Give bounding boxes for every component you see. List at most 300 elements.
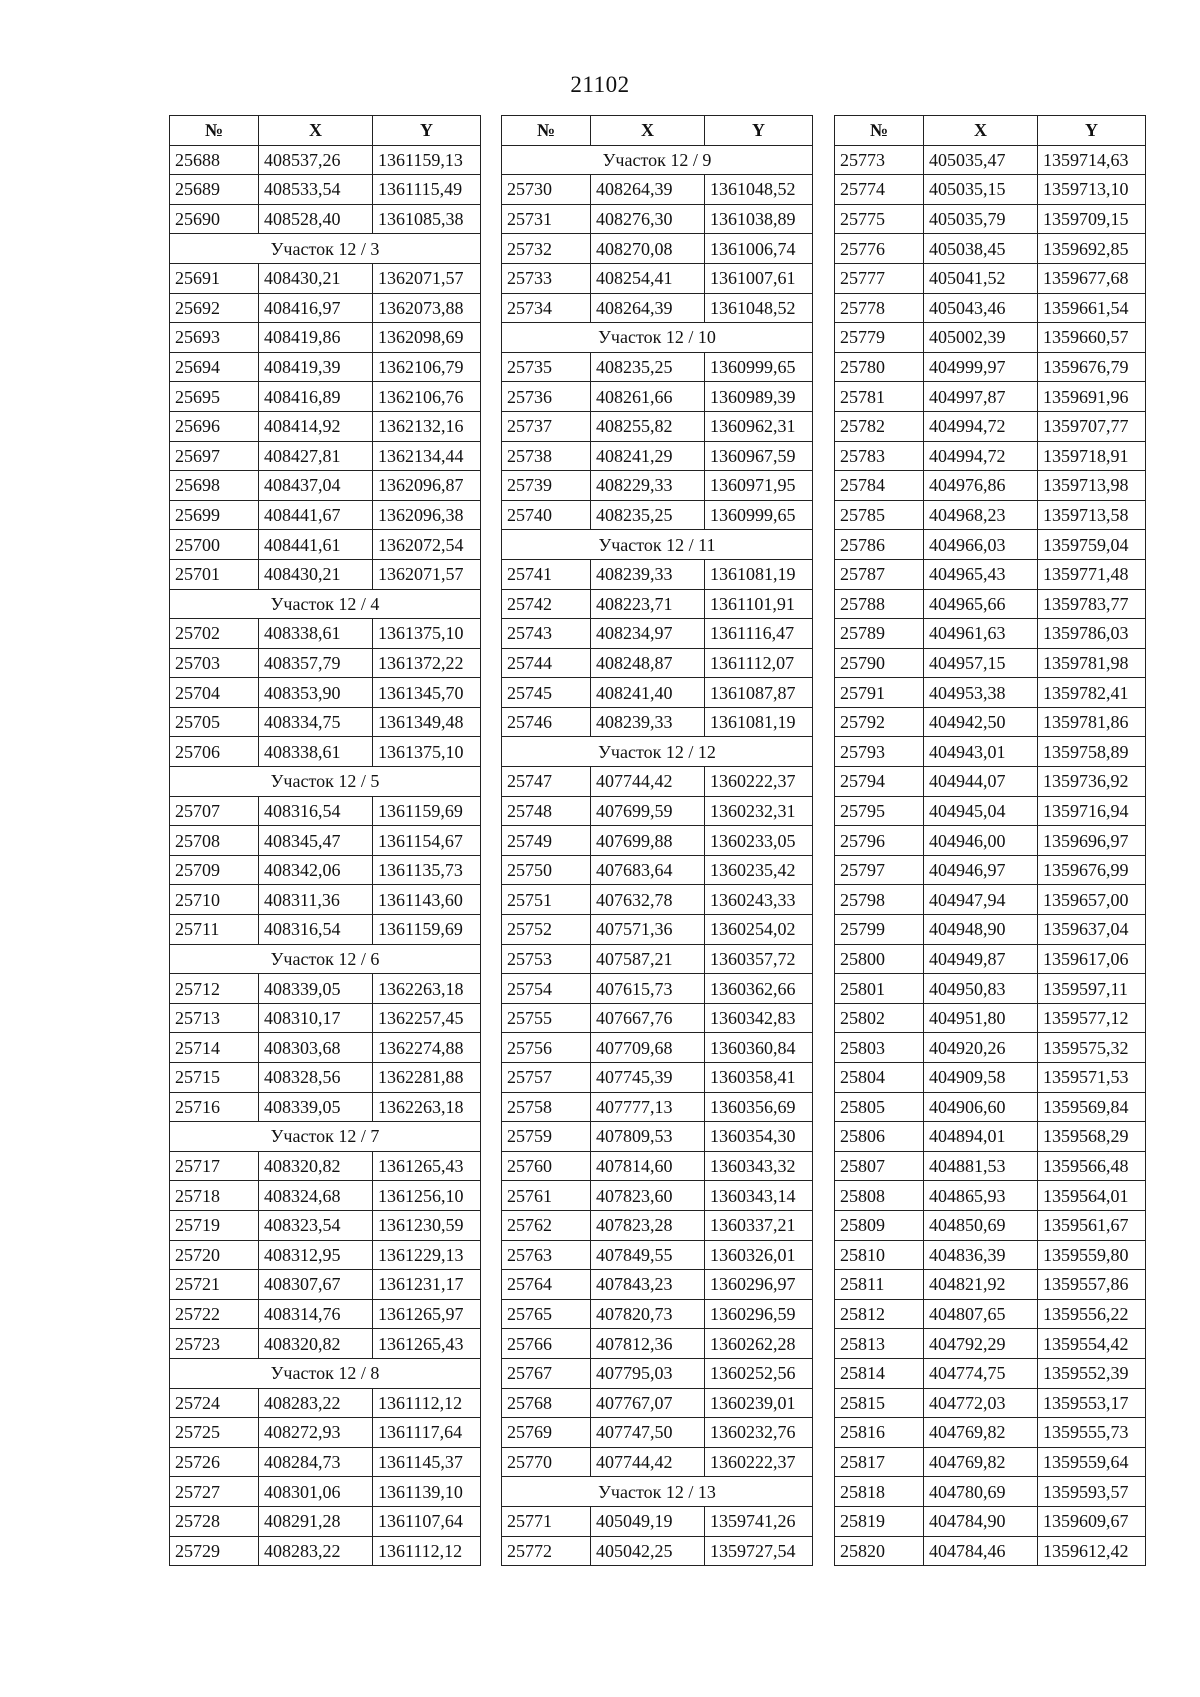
table-row bbox=[170, 1329, 481, 1359]
point-number: 25736 bbox=[502, 382, 591, 412]
x-coordinate: 407615,73 bbox=[591, 974, 705, 1004]
y-coordinate: 1360342,83 bbox=[705, 1003, 813, 1033]
point-number: 25818 bbox=[835, 1477, 924, 1507]
x-coordinate: 408414,92 bbox=[259, 411, 373, 441]
point-number: 25778 bbox=[835, 293, 924, 323]
table-row bbox=[835, 559, 1146, 589]
section-title: Участок 12 / 11 bbox=[502, 530, 813, 560]
y-coordinate: 1360326,01 bbox=[705, 1240, 813, 1270]
x-coordinate: 408234,97 bbox=[591, 619, 705, 649]
point-number: 25801 bbox=[835, 974, 924, 1004]
table-row bbox=[170, 293, 481, 323]
y-coordinate: 1362071,57 bbox=[373, 263, 481, 293]
table-row bbox=[502, 1536, 813, 1566]
table-row bbox=[502, 175, 813, 205]
table-row bbox=[170, 974, 481, 1004]
point-number: 25787 bbox=[835, 559, 924, 589]
y-coordinate: 1362274,88 bbox=[373, 1033, 481, 1063]
x-coordinate: 404947,94 bbox=[924, 885, 1038, 915]
header-y: Y bbox=[373, 116, 481, 146]
section-title: Участок 12 / 5 bbox=[170, 767, 481, 797]
y-coordinate: 1359557,86 bbox=[1038, 1270, 1146, 1300]
table-row bbox=[170, 796, 481, 826]
x-coordinate: 404944,07 bbox=[924, 767, 1038, 797]
point-number: 25710 bbox=[170, 885, 259, 915]
x-coordinate: 408353,90 bbox=[259, 678, 373, 708]
y-coordinate: 1359771,48 bbox=[1038, 559, 1146, 589]
point-number: 25779 bbox=[835, 323, 924, 353]
table-row bbox=[502, 1418, 813, 1448]
y-coordinate: 1362096,87 bbox=[373, 471, 481, 501]
table-row bbox=[835, 1358, 1146, 1388]
point-number: 25808 bbox=[835, 1181, 924, 1211]
y-coordinate: 1360233,05 bbox=[705, 826, 813, 856]
x-coordinate: 407843,23 bbox=[591, 1270, 705, 1300]
section-row bbox=[502, 323, 813, 353]
x-coordinate: 408427,81 bbox=[259, 441, 373, 471]
y-coordinate: 1361081,19 bbox=[705, 707, 813, 737]
y-coordinate: 1362106,76 bbox=[373, 382, 481, 412]
point-number: 25721 bbox=[170, 1270, 259, 1300]
table-row bbox=[170, 678, 481, 708]
point-number: 25820 bbox=[835, 1536, 924, 1566]
x-coordinate: 404943,01 bbox=[924, 737, 1038, 767]
x-coordinate: 408307,67 bbox=[259, 1270, 373, 1300]
y-coordinate: 1359552,39 bbox=[1038, 1358, 1146, 1388]
y-coordinate: 1359571,53 bbox=[1038, 1063, 1146, 1093]
x-coordinate: 408310,17 bbox=[259, 1003, 373, 1033]
point-number: 25770 bbox=[502, 1447, 591, 1477]
point-number: 25733 bbox=[502, 263, 591, 293]
y-coordinate: 1359660,57 bbox=[1038, 323, 1146, 353]
section-title: Участок 12 / 9 bbox=[502, 145, 813, 175]
point-number: 25793 bbox=[835, 737, 924, 767]
point-number: 25781 bbox=[835, 382, 924, 412]
point-number: 25791 bbox=[835, 678, 924, 708]
point-number: 25767 bbox=[502, 1358, 591, 1388]
x-coordinate: 404772,03 bbox=[924, 1388, 1038, 1418]
y-coordinate: 1361007,61 bbox=[705, 263, 813, 293]
section-title: Участок 12 / 6 bbox=[170, 944, 481, 974]
table-row bbox=[170, 175, 481, 205]
x-coordinate: 407699,59 bbox=[591, 796, 705, 826]
y-coordinate: 1359637,04 bbox=[1038, 915, 1146, 945]
point-number: 25698 bbox=[170, 471, 259, 501]
x-coordinate: 404951,80 bbox=[924, 1003, 1038, 1033]
point-number: 25782 bbox=[835, 411, 924, 441]
x-coordinate: 404769,82 bbox=[924, 1418, 1038, 1448]
point-number: 25715 bbox=[170, 1063, 259, 1093]
y-coordinate: 1361372,22 bbox=[373, 648, 481, 678]
y-coordinate: 1359691,96 bbox=[1038, 382, 1146, 412]
y-coordinate: 1359561,67 bbox=[1038, 1210, 1146, 1240]
x-coordinate: 407683,64 bbox=[591, 855, 705, 885]
x-coordinate: 404957,15 bbox=[924, 648, 1038, 678]
point-number: 25704 bbox=[170, 678, 259, 708]
table-row bbox=[502, 1003, 813, 1033]
x-coordinate: 407745,39 bbox=[591, 1063, 705, 1093]
point-number: 25719 bbox=[170, 1210, 259, 1240]
y-coordinate: 1361265,97 bbox=[373, 1299, 481, 1329]
y-coordinate: 1359759,04 bbox=[1038, 530, 1146, 560]
table-row bbox=[835, 441, 1146, 471]
y-coordinate: 1359577,12 bbox=[1038, 1003, 1146, 1033]
x-coordinate: 408284,73 bbox=[259, 1447, 373, 1477]
table-row bbox=[502, 382, 813, 412]
table-row bbox=[835, 293, 1146, 323]
table-row bbox=[170, 1240, 481, 1270]
y-coordinate: 1361145,37 bbox=[373, 1447, 481, 1477]
table-row bbox=[502, 1063, 813, 1093]
y-coordinate: 1359713,98 bbox=[1038, 471, 1146, 501]
point-number: 25699 bbox=[170, 500, 259, 530]
table-row bbox=[835, 1122, 1146, 1152]
point-number: 25696 bbox=[170, 411, 259, 441]
table-row bbox=[502, 826, 813, 856]
x-coordinate: 404966,03 bbox=[924, 530, 1038, 560]
x-coordinate: 408339,05 bbox=[259, 974, 373, 1004]
point-number: 25749 bbox=[502, 826, 591, 856]
x-coordinate: 408248,87 bbox=[591, 648, 705, 678]
y-coordinate: 1360343,32 bbox=[705, 1151, 813, 1181]
point-number: 25795 bbox=[835, 796, 924, 826]
x-coordinate: 404953,38 bbox=[924, 678, 1038, 708]
point-number: 25757 bbox=[502, 1063, 591, 1093]
table-row bbox=[170, 648, 481, 678]
y-coordinate: 1360296,59 bbox=[705, 1299, 813, 1329]
point-number: 25811 bbox=[835, 1270, 924, 1300]
x-coordinate: 408419,39 bbox=[259, 352, 373, 382]
point-number: 25810 bbox=[835, 1240, 924, 1270]
point-number: 25803 bbox=[835, 1033, 924, 1063]
x-coordinate: 408323,54 bbox=[259, 1210, 373, 1240]
table-row bbox=[835, 1003, 1146, 1033]
point-number: 25797 bbox=[835, 855, 924, 885]
y-coordinate: 1361101,91 bbox=[705, 589, 813, 619]
y-coordinate: 1361154,67 bbox=[373, 826, 481, 856]
y-coordinate: 1359566,48 bbox=[1038, 1151, 1146, 1181]
table-row bbox=[170, 855, 481, 885]
x-coordinate: 408241,40 bbox=[591, 678, 705, 708]
table-row bbox=[502, 855, 813, 885]
table-row bbox=[835, 707, 1146, 737]
y-coordinate: 1361112,12 bbox=[373, 1388, 481, 1418]
table-row bbox=[835, 678, 1146, 708]
point-number: 25755 bbox=[502, 1003, 591, 1033]
table-row bbox=[502, 1447, 813, 1477]
point-number: 25753 bbox=[502, 944, 591, 974]
x-coordinate: 408283,22 bbox=[259, 1388, 373, 1418]
table-row bbox=[502, 1151, 813, 1181]
x-coordinate: 404774,75 bbox=[924, 1358, 1038, 1388]
point-number: 25772 bbox=[502, 1536, 591, 1566]
x-coordinate: 408334,75 bbox=[259, 707, 373, 737]
section-title: Участок 12 / 10 bbox=[502, 323, 813, 353]
table-row bbox=[835, 767, 1146, 797]
point-number: 25752 bbox=[502, 915, 591, 945]
y-coordinate: 1361159,69 bbox=[373, 915, 481, 945]
table-row bbox=[835, 175, 1146, 205]
point-number: 25786 bbox=[835, 530, 924, 560]
point-number: 25723 bbox=[170, 1329, 259, 1359]
point-number: 25700 bbox=[170, 530, 259, 560]
table-row bbox=[835, 352, 1146, 382]
point-number: 25713 bbox=[170, 1003, 259, 1033]
y-coordinate: 1362257,45 bbox=[373, 1003, 481, 1033]
x-coordinate: 407571,36 bbox=[591, 915, 705, 945]
point-number: 25688 bbox=[170, 145, 259, 175]
y-coordinate: 1360232,31 bbox=[705, 796, 813, 826]
table-row bbox=[170, 1447, 481, 1477]
y-coordinate: 1361265,43 bbox=[373, 1151, 481, 1181]
point-number: 25758 bbox=[502, 1092, 591, 1122]
point-number: 25738 bbox=[502, 441, 591, 471]
x-coordinate: 407849,55 bbox=[591, 1240, 705, 1270]
section-title: Участок 12 / 4 bbox=[170, 589, 481, 619]
table-row bbox=[835, 1536, 1146, 1566]
x-coordinate: 408320,82 bbox=[259, 1151, 373, 1181]
section-row bbox=[170, 589, 481, 619]
point-number: 25690 bbox=[170, 204, 259, 234]
table-row bbox=[835, 1299, 1146, 1329]
point-number: 25799 bbox=[835, 915, 924, 945]
x-coordinate: 404976,86 bbox=[924, 471, 1038, 501]
y-coordinate: 1359758,89 bbox=[1038, 737, 1146, 767]
x-coordinate: 405043,46 bbox=[924, 293, 1038, 323]
point-number: 25726 bbox=[170, 1447, 259, 1477]
point-number: 25788 bbox=[835, 589, 924, 619]
header-y: Y bbox=[1038, 116, 1146, 146]
page-number: 21102 bbox=[570, 72, 630, 97]
point-number: 25769 bbox=[502, 1418, 591, 1448]
x-coordinate: 408223,71 bbox=[591, 589, 705, 619]
section-title: Участок 12 / 7 bbox=[170, 1122, 481, 1152]
table-row bbox=[502, 263, 813, 293]
table-row bbox=[502, 1181, 813, 1211]
table-row bbox=[502, 796, 813, 826]
point-number: 25774 bbox=[835, 175, 924, 205]
table-row bbox=[502, 1092, 813, 1122]
y-coordinate: 1359716,94 bbox=[1038, 796, 1146, 826]
x-coordinate: 404948,90 bbox=[924, 915, 1038, 945]
table-row bbox=[502, 471, 813, 501]
y-coordinate: 1359559,64 bbox=[1038, 1447, 1146, 1477]
table-row bbox=[502, 707, 813, 737]
y-coordinate: 1360357,72 bbox=[705, 944, 813, 974]
x-coordinate: 408235,25 bbox=[591, 352, 705, 382]
y-coordinate: 1360358,41 bbox=[705, 1063, 813, 1093]
x-coordinate: 408430,21 bbox=[259, 559, 373, 589]
table-row bbox=[170, 1536, 481, 1566]
x-coordinate: 404821,92 bbox=[924, 1270, 1038, 1300]
table-row bbox=[835, 1181, 1146, 1211]
table-row bbox=[502, 974, 813, 1004]
point-number: 25805 bbox=[835, 1092, 924, 1122]
point-number: 25754 bbox=[502, 974, 591, 1004]
point-number: 25744 bbox=[502, 648, 591, 678]
point-number: 25737 bbox=[502, 411, 591, 441]
point-number: 25705 bbox=[170, 707, 259, 737]
x-coordinate: 407809,53 bbox=[591, 1122, 705, 1152]
y-coordinate: 1359707,77 bbox=[1038, 411, 1146, 441]
point-number: 25731 bbox=[502, 204, 591, 234]
y-coordinate: 1361115,49 bbox=[373, 175, 481, 205]
point-number: 25759 bbox=[502, 1122, 591, 1152]
x-coordinate: 408316,54 bbox=[259, 915, 373, 945]
table-row bbox=[502, 293, 813, 323]
point-number: 25703 bbox=[170, 648, 259, 678]
y-coordinate: 1360356,69 bbox=[705, 1092, 813, 1122]
table-row bbox=[170, 1003, 481, 1033]
table-row bbox=[502, 589, 813, 619]
table-row bbox=[502, 885, 813, 915]
point-number: 25701 bbox=[170, 559, 259, 589]
y-coordinate: 1360989,39 bbox=[705, 382, 813, 412]
y-coordinate: 1361048,52 bbox=[705, 175, 813, 205]
y-coordinate: 1362098,69 bbox=[373, 323, 481, 353]
x-coordinate: 405041,52 bbox=[924, 263, 1038, 293]
table-row bbox=[835, 944, 1146, 974]
table-row bbox=[835, 1033, 1146, 1063]
y-coordinate: 1359612,42 bbox=[1038, 1536, 1146, 1566]
x-coordinate: 408261,66 bbox=[591, 382, 705, 412]
x-coordinate: 407747,50 bbox=[591, 1418, 705, 1448]
point-number: 25720 bbox=[170, 1240, 259, 1270]
y-coordinate: 1361081,19 bbox=[705, 559, 813, 589]
table-row bbox=[502, 1122, 813, 1152]
table-row bbox=[835, 204, 1146, 234]
table-row bbox=[835, 145, 1146, 175]
table-row bbox=[170, 530, 481, 560]
x-coordinate: 404881,53 bbox=[924, 1151, 1038, 1181]
x-coordinate: 407744,42 bbox=[591, 767, 705, 797]
x-coordinate: 408264,39 bbox=[591, 293, 705, 323]
point-number: 25706 bbox=[170, 737, 259, 767]
table-row bbox=[170, 1063, 481, 1093]
y-coordinate: 1361116,47 bbox=[705, 619, 813, 649]
y-coordinate: 1361375,10 bbox=[373, 619, 481, 649]
y-coordinate: 1359713,58 bbox=[1038, 500, 1146, 530]
table-row bbox=[502, 1358, 813, 1388]
table-row bbox=[502, 234, 813, 264]
y-coordinate: 1360343,14 bbox=[705, 1181, 813, 1211]
table-row bbox=[170, 1388, 481, 1418]
y-coordinate: 1360252,56 bbox=[705, 1358, 813, 1388]
section-row bbox=[502, 1477, 813, 1507]
y-coordinate: 1360222,37 bbox=[705, 767, 813, 797]
point-number: 25768 bbox=[502, 1388, 591, 1418]
y-coordinate: 1360337,21 bbox=[705, 1210, 813, 1240]
point-number: 25807 bbox=[835, 1151, 924, 1181]
x-coordinate: 408312,95 bbox=[259, 1240, 373, 1270]
y-coordinate: 1359593,57 bbox=[1038, 1477, 1146, 1507]
x-coordinate: 408254,41 bbox=[591, 263, 705, 293]
y-coordinate: 1361159,13 bbox=[373, 145, 481, 175]
point-number: 25691 bbox=[170, 263, 259, 293]
table-row bbox=[835, 530, 1146, 560]
x-coordinate: 405049,19 bbox=[591, 1506, 705, 1536]
y-coordinate: 1360999,65 bbox=[705, 352, 813, 382]
x-coordinate: 408430,21 bbox=[259, 263, 373, 293]
table-row bbox=[170, 1092, 481, 1122]
x-coordinate: 404920,26 bbox=[924, 1033, 1038, 1063]
point-number: 25762 bbox=[502, 1210, 591, 1240]
table-row bbox=[170, 1151, 481, 1181]
point-number: 25745 bbox=[502, 678, 591, 708]
y-coordinate: 1359696,97 bbox=[1038, 826, 1146, 856]
x-coordinate: 408342,06 bbox=[259, 855, 373, 885]
y-coordinate: 1361117,64 bbox=[373, 1418, 481, 1448]
y-coordinate: 1359718,91 bbox=[1038, 441, 1146, 471]
x-coordinate: 404784,46 bbox=[924, 1536, 1038, 1566]
x-coordinate: 408239,33 bbox=[591, 707, 705, 737]
x-coordinate: 408272,93 bbox=[259, 1418, 373, 1448]
y-coordinate: 1362263,18 bbox=[373, 974, 481, 1004]
y-coordinate: 1361112,12 bbox=[373, 1536, 481, 1566]
y-coordinate: 1362132,16 bbox=[373, 411, 481, 441]
point-number: 25735 bbox=[502, 352, 591, 382]
table-row bbox=[502, 411, 813, 441]
y-coordinate: 1359657,00 bbox=[1038, 885, 1146, 915]
x-coordinate: 404946,97 bbox=[924, 855, 1038, 885]
x-coordinate: 404994,72 bbox=[924, 441, 1038, 471]
table-header-row bbox=[170, 116, 481, 146]
x-coordinate: 408229,33 bbox=[591, 471, 705, 501]
point-number: 25747 bbox=[502, 767, 591, 797]
table-row bbox=[170, 1418, 481, 1448]
x-coordinate: 407632,78 bbox=[591, 885, 705, 915]
section-row bbox=[170, 767, 481, 797]
x-coordinate: 408338,61 bbox=[259, 619, 373, 649]
section-title: Участок 12 / 12 bbox=[502, 737, 813, 767]
point-number: 25798 bbox=[835, 885, 924, 915]
point-number: 25694 bbox=[170, 352, 259, 382]
table-row bbox=[170, 352, 481, 382]
y-coordinate: 1359556,22 bbox=[1038, 1299, 1146, 1329]
y-coordinate: 1359676,79 bbox=[1038, 352, 1146, 382]
y-coordinate: 1361038,89 bbox=[705, 204, 813, 234]
table-row bbox=[170, 145, 481, 175]
table-row bbox=[502, 915, 813, 945]
point-number: 25734 bbox=[502, 293, 591, 323]
x-coordinate: 407795,03 bbox=[591, 1358, 705, 1388]
point-number: 25817 bbox=[835, 1447, 924, 1477]
table-header-row bbox=[502, 116, 813, 146]
table-row bbox=[835, 471, 1146, 501]
x-coordinate: 408291,28 bbox=[259, 1506, 373, 1536]
x-coordinate: 404950,83 bbox=[924, 974, 1038, 1004]
x-coordinate: 408276,30 bbox=[591, 204, 705, 234]
table-row bbox=[835, 796, 1146, 826]
point-number: 25783 bbox=[835, 441, 924, 471]
table-row bbox=[502, 678, 813, 708]
y-coordinate: 1361135,73 bbox=[373, 855, 481, 885]
x-coordinate: 408416,89 bbox=[259, 382, 373, 412]
table-row bbox=[502, 1388, 813, 1418]
table-row bbox=[502, 204, 813, 234]
table-row bbox=[170, 1210, 481, 1240]
x-coordinate: 404961,63 bbox=[924, 619, 1038, 649]
point-number: 25764 bbox=[502, 1270, 591, 1300]
table-row bbox=[170, 1033, 481, 1063]
point-number: 25794 bbox=[835, 767, 924, 797]
table-row bbox=[502, 1506, 813, 1536]
section-row bbox=[170, 234, 481, 264]
x-coordinate: 404780,69 bbox=[924, 1477, 1038, 1507]
y-coordinate: 1359568,29 bbox=[1038, 1122, 1146, 1152]
y-coordinate: 1359676,99 bbox=[1038, 855, 1146, 885]
section-row bbox=[170, 1358, 481, 1388]
